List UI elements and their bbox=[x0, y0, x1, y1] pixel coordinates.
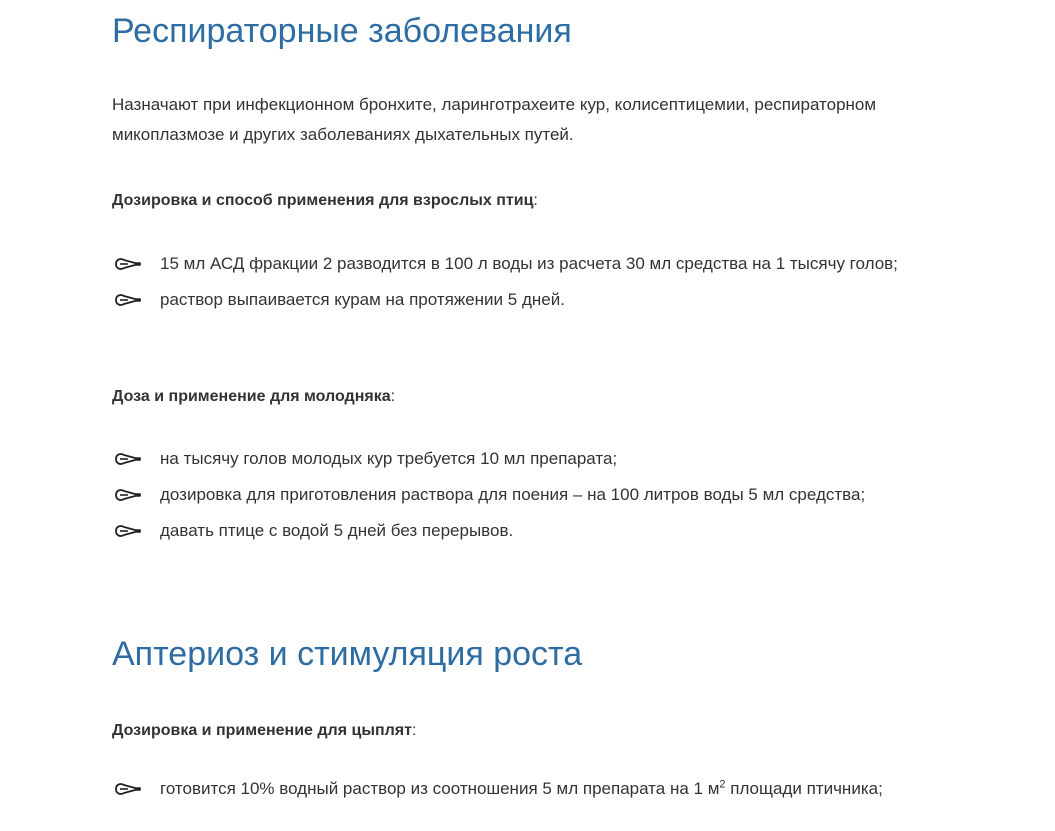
pointing-hand-right-icon bbox=[112, 523, 142, 539]
subheading-colon: : bbox=[390, 388, 396, 405]
list-young-dosage bbox=[112, 444, 1012, 546]
list-item-text: дозировка для приготовления раствора для поения – на 100 литров воды 5 мл средства; bbox=[160, 485, 866, 504]
subheading-colon: : bbox=[411, 722, 417, 739]
list-item bbox=[112, 480, 972, 510]
section-title-respiratory: Респираторные заболевания bbox=[112, 12, 572, 50]
subheading-young-birds bbox=[112, 386, 395, 408]
list-item-text bbox=[160, 779, 883, 798]
superscript: 2 bbox=[719, 778, 726, 791]
subheading-text: Дозировка и применение для цыплят bbox=[112, 722, 412, 739]
subheading-adult-birds bbox=[112, 190, 538, 212]
list-item-text: раствор выпаивается курам на протяжении 5 дней. bbox=[160, 290, 565, 309]
subheading-chicks bbox=[112, 720, 416, 742]
pointing-hand-right-icon bbox=[112, 292, 142, 308]
pointing-hand-right-icon bbox=[112, 256, 142, 272]
subheading-text: Доза и применение для молодняка bbox=[112, 388, 391, 405]
subheading-text: Дозировка и способ применения для взрослых птиц bbox=[112, 192, 534, 209]
subheading-colon: : bbox=[533, 192, 538, 209]
list-adult-dosage bbox=[112, 249, 1012, 315]
list-item bbox=[112, 774, 972, 804]
list-item bbox=[112, 516, 1012, 546]
pointing-hand-right-icon bbox=[112, 781, 142, 797]
list-item-text: давать птице с водой 5 дней без перерывов. bbox=[160, 521, 514, 540]
section-intro: Назначают при инфекционном бронхите, ларинготрахеите кур, колисептицемии, респираторном микоплазмозе и других заболеваниях дыхательных путей. bbox=[112, 95, 877, 144]
pointing-hand-right-icon bbox=[112, 487, 142, 503]
pointing-hand-right-icon bbox=[112, 451, 142, 467]
list-item-text: 15 мл АСД фракции 2 разводится в 100 л воды из расчета 30 мл средства на 1 тысячу голов; bbox=[160, 254, 898, 273]
list-item bbox=[112, 444, 1012, 474]
section-title-apterios: Аптериоз и стимуляция роста bbox=[112, 635, 583, 673]
text-before-superscript: готовится 10% водный раствор из соотношения 5 мл препарата на 1 м bbox=[160, 779, 720, 798]
text-after-superscript: площади птичника; bbox=[725, 779, 883, 798]
list-chick-dosage bbox=[112, 774, 972, 804]
list-item bbox=[112, 249, 1012, 279]
list-item bbox=[112, 285, 1012, 315]
list-item-text: на тысячу голов молодых кур требуется 10 мл препарата; bbox=[160, 449, 618, 468]
